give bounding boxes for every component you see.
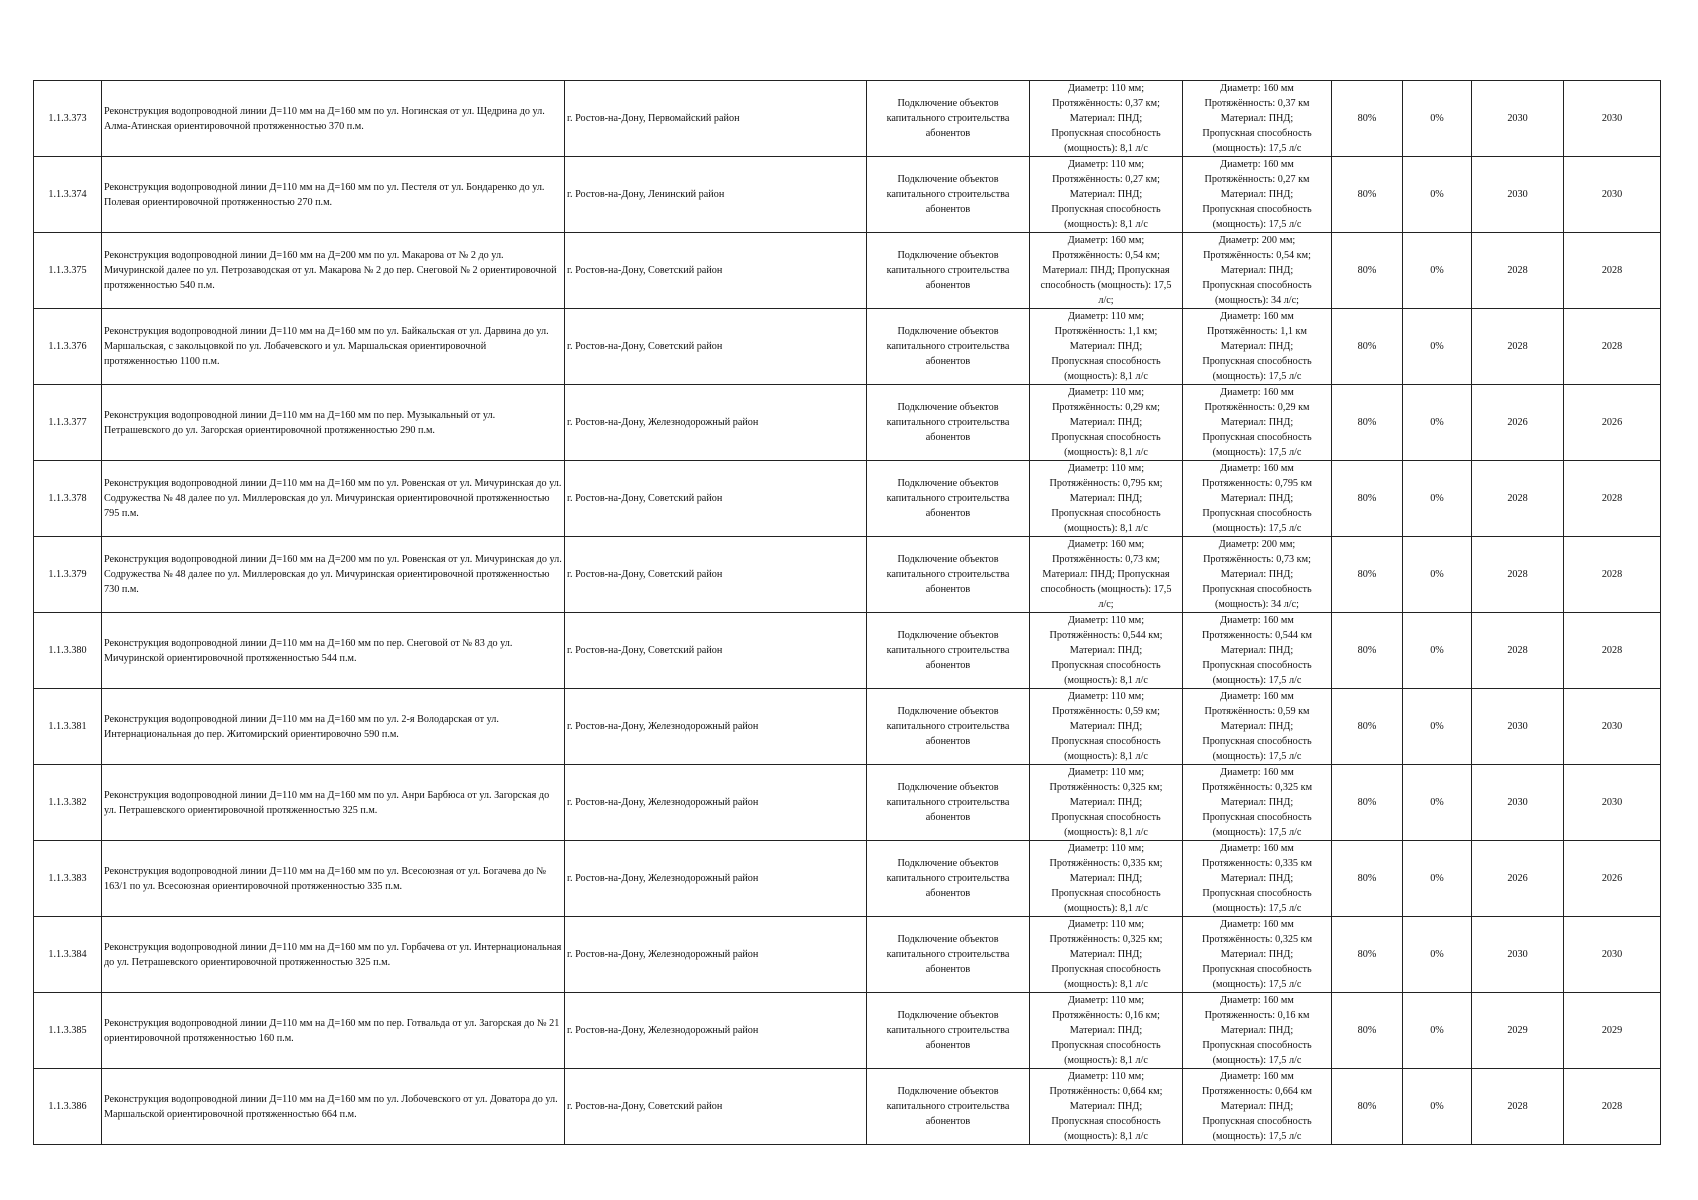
investment-program-table [33,80,1661,1145]
project-description-cell: Реконструкция водопроводной линии Д=110 мм на Д=160 мм по ул. 2-я Володарская от ул. Интернациональная до пер. Житомирский ориентировочно 590 п.м. [102,689,565,765]
planned-specs-cell: Диаметр: 160 мм Протяженность: 0,664 км Материал: ПНД; Пропускная способность (мощность): 17,5 л/с [1183,1069,1332,1145]
project-location-cell: г. Ростов-на-Дону, Советский район [565,613,867,689]
end-year-cell: 2029 [1564,993,1661,1069]
planned-specs-cell: Диаметр: 160 мм Протяженность: 0,335 км Материал: ПНД; Пропускная способность (мощность): 17,5 л/с [1183,841,1332,917]
item-number-cell: 1.1.3.373 [34,81,102,157]
current-specs-cell: Диаметр: 160 мм; Протяжённость: 0,54 км; Материал: ПНД; Пропускная способность (мощность): 17,5 л/с; [1030,233,1183,309]
project-location-cell: г. Ростов-на-Дону, Советский район [565,309,867,385]
planned-specs-cell: Диаметр: 160 мм Протяжённость: 0,59 км Материал: ПНД; Пропускная способность (мощность): 17,5 л/с [1183,689,1332,765]
project-purpose-cell: Подключение объектов капитального строительства абонентов [867,841,1030,917]
project-location-cell: г. Ростов-на-Дону, Железнодорожный район [565,765,867,841]
current-specs-cell: Диаметр: 110 мм; Протяжённость: 0,16 км; Материал: ПНД; Пропускная способность (мощность): 8,1 л/с [1030,993,1183,1069]
percent-value-2-cell: 0% [1403,765,1472,841]
percent-value-1-cell: 80% [1332,689,1403,765]
table-body [34,81,1661,1145]
percent-value-1-cell: 80% [1332,1069,1403,1145]
percent-value-1-cell: 80% [1332,841,1403,917]
start-year-cell: 2030 [1472,917,1564,993]
current-specs-cell: Диаметр: 110 мм; Протяжённость: 0,795 км; Материал: ПНД; Пропускная способность (мощность): 8,1 л/с [1030,461,1183,537]
percent-value-2-cell: 0% [1403,385,1472,461]
item-number-cell: 1.1.3.380 [34,613,102,689]
table-row [34,689,1661,765]
project-location-cell: г. Ростов-на-Дону, Железнодорожный район [565,993,867,1069]
project-description-cell: Реконструкция водопроводной линии Д=110 мм на Д=160 мм по ул. Горбачева от ул. Интернациональная до ул. Петрашевского ориентировочной протяженностью 325 п.м. [102,917,565,993]
project-description-cell: Реконструкция водопроводной линии Д=110 мм на Д=160 мм по ул. Анри Барбюса от ул. Загорская до ул. Петрашевского ориентировочной протяженностью 325 п.м. [102,765,565,841]
project-location-cell: г. Ростов-на-Дону, Советский район [565,233,867,309]
percent-value-1-cell: 80% [1332,385,1403,461]
percent-value-2-cell: 0% [1403,81,1472,157]
percent-value-2-cell: 0% [1403,841,1472,917]
current-specs-cell: Диаметр: 160 мм; Протяжённость: 0,73 км; Материал: ПНД; Пропускная способность (мощность): 17,5 л/с; [1030,537,1183,613]
percent-value-2-cell: 0% [1403,917,1472,993]
table-row [34,309,1661,385]
current-specs-cell: Диаметр: 110 мм; Протяжённость: 0,544 км; Материал: ПНД; Пропускная способность (мощность): 8,1 л/с [1030,613,1183,689]
start-year-cell: 2026 [1472,385,1564,461]
start-year-cell: 2028 [1472,233,1564,309]
project-purpose-cell: Подключение объектов капитального строительства абонентов [867,993,1030,1069]
percent-value-1-cell: 80% [1332,309,1403,385]
percent-value-1-cell: 80% [1332,993,1403,1069]
table-row [34,765,1661,841]
percent-value-2-cell: 0% [1403,461,1472,537]
end-year-cell: 2028 [1564,461,1661,537]
item-number-cell: 1.1.3.386 [34,1069,102,1145]
planned-specs-cell: Диаметр: 200 мм; Протяжённость: 0,73 км; Материал: ПНД; Пропускная способность (мощность): 34 л/с; [1183,537,1332,613]
project-location-cell: г. Ростов-на-Дону, Железнодорожный район [565,917,867,993]
percent-value-1-cell: 80% [1332,765,1403,841]
current-specs-cell: Диаметр: 110 мм; Протяжённость: 0,664 км; Материал: ПНД; Пропускная способность (мощность): 8,1 л/с [1030,1069,1183,1145]
start-year-cell: 2026 [1472,841,1564,917]
planned-specs-cell: Диаметр: 160 мм Протяженность: 0,16 км Материал: ПНД; Пропускная способность (мощность): 17,5 л/с [1183,993,1332,1069]
current-specs-cell: Диаметр: 110 мм; Протяжённость: 0,325 км; Материал: ПНД; Пропускная способность (мощность): 8,1 л/с [1030,765,1183,841]
project-description-cell: Реконструкция водопроводной линии Д=110 мм на Д=160 мм по ул. Лобочевского от ул. Доватора до ул. Маршальской ориентировочной протяженностью 664 п.м. [102,1069,565,1145]
project-purpose-cell: Подключение объектов капитального строительства абонентов [867,537,1030,613]
project-location-cell: г. Ростов-на-Дону, Железнодорожный район [565,689,867,765]
percent-value-2-cell: 0% [1403,309,1472,385]
project-purpose-cell: Подключение объектов капитального строительства абонентов [867,233,1030,309]
project-description-cell: Реконструкция водопроводной линии Д=110 мм на Д=160 мм по пер. Музыкальный от ул. Петрашевского до ул. Загорская ориентировочной протяженностью 290 п.м. [102,385,565,461]
percent-value-2-cell: 0% [1403,537,1472,613]
table-row [34,157,1661,233]
planned-specs-cell: Диаметр: 160 мм Протяжённость: 0,325 км Материал: ПНД; Пропускная способность (мощность): 17,5 л/с [1183,765,1332,841]
table-row [34,917,1661,993]
end-year-cell: 2030 [1564,765,1661,841]
percent-value-2-cell: 0% [1403,613,1472,689]
item-number-cell: 1.1.3.384 [34,917,102,993]
planned-specs-cell: Диаметр: 160 мм Протяжённость: 0,37 км Материал: ПНД; Пропускная способность (мощность): 17,5 л/с [1183,81,1332,157]
project-purpose-cell: Подключение объектов капитального строительства абонентов [867,385,1030,461]
project-location-cell: г. Ростов-на-Дону, Железнодорожный район [565,841,867,917]
percent-value-1-cell: 80% [1332,233,1403,309]
percent-value-1-cell: 80% [1332,157,1403,233]
project-purpose-cell: Подключение объектов капитального строительства абонентов [867,1069,1030,1145]
item-number-cell: 1.1.3.379 [34,537,102,613]
project-description-cell: Реконструкция водопроводной линии Д=160 мм на Д=200 мм по ул. Макарова от № 2 до ул. Мичуринской далее по ул. Петрозаводская от ул. Макарова № 2 до пер. Снеговой № 2 ориентировочной протяженностью 540 п.м. [102,233,565,309]
planned-specs-cell: Диаметр: 160 мм Протяжённость: 0,27 км Материал: ПНД; Пропускная способность (мощность): 17,5 л/с [1183,157,1332,233]
start-year-cell: 2028 [1472,537,1564,613]
percent-value-2-cell: 0% [1403,993,1472,1069]
planned-specs-cell: Диаметр: 160 мм Протяжённость: 1,1 км Материал: ПНД; Пропускная способность (мощность): 17,5 л/с [1183,309,1332,385]
table-row [34,841,1661,917]
end-year-cell: 2028 [1564,233,1661,309]
planned-specs-cell: Диаметр: 160 мм Протяженность: 0,544 км Материал: ПНД; Пропускная способность (мощность): 17,5 л/с [1183,613,1332,689]
item-number-cell: 1.1.3.385 [34,993,102,1069]
percent-value-2-cell: 0% [1403,1069,1472,1145]
project-description-cell: Реконструкция водопроводной линии Д=110 мм на Д=160 мм по ул. Ногинская от ул. Щедрина до ул. Алма-Атинская ориентировочной протяженностью 370 п.м. [102,81,565,157]
start-year-cell: 2028 [1472,309,1564,385]
percent-value-2-cell: 0% [1403,233,1472,309]
percent-value-1-cell: 80% [1332,81,1403,157]
current-specs-cell: Диаметр: 110 мм; Протяжённость: 0,335 км; Материал: ПНД; Пропускная способность (мощность): 8,1 л/с [1030,841,1183,917]
project-description-cell: Реконструкция водопроводной линии Д=110 мм на Д=160 мм по ул. Всесоюзная от ул. Богачева до № 163/1 по ул. Всесоюзная ориентировочной протяженностью 335 п.м. [102,841,565,917]
percent-value-2-cell: 0% [1403,689,1472,765]
table-row [34,385,1661,461]
project-description-cell: Реконструкция водопроводной линии Д=110 мм на Д=160 мм по пер. Снеговой от № 83 до ул. Мичуринской ориентировочной протяженностью 544 п.м. [102,613,565,689]
table-row [34,613,1661,689]
start-year-cell: 2030 [1472,765,1564,841]
planned-specs-cell: Диаметр: 160 мм Протяженность: 0,795 км Материал: ПНД; Пропускная способность (мощность): 17,5 л/с [1183,461,1332,537]
start-year-cell: 2030 [1472,81,1564,157]
project-description-cell: Реконструкция водопроводной линии Д=110 мм на Д=160 мм по пер. Готвальда от ул. Загорская до № 21 ориентировочной протяженностью 160 п.м. [102,993,565,1069]
item-number-cell: 1.1.3.383 [34,841,102,917]
project-description-cell: Реконструкция водопроводной линии Д=110 мм на Д=160 мм по ул. Ровенская от ул. Мичуринская до ул. Содружества № 48 далее по ул. Миллеровская до ул. Мичуринская ориентировочной протяженностью 795 п.м. [102,461,565,537]
start-year-cell: 2030 [1472,689,1564,765]
project-purpose-cell: Подключение объектов капитального строительства абонентов [867,461,1030,537]
current-specs-cell: Диаметр: 110 мм; Протяжённость: 0,29 км; Материал: ПНД; Пропускная способность (мощность): 8,1 л/с [1030,385,1183,461]
end-year-cell: 2026 [1564,385,1661,461]
project-location-cell: г. Ростов-на-Дону, Советский район [565,1069,867,1145]
planned-specs-cell: Диаметр: 200 мм; Протяжённость: 0,54 км; Материал: ПНД; Пропускная способность (мощность): 34 л/с; [1183,233,1332,309]
table-row [34,537,1661,613]
end-year-cell: 2030 [1564,157,1661,233]
end-year-cell: 2028 [1564,613,1661,689]
start-year-cell: 2030 [1472,157,1564,233]
percent-value-1-cell: 80% [1332,613,1403,689]
project-purpose-cell: Подключение объектов капитального строительства абонентов [867,917,1030,993]
project-purpose-cell: Подключение объектов капитального строительства абонентов [867,765,1030,841]
item-number-cell: 1.1.3.377 [34,385,102,461]
end-year-cell: 2030 [1564,81,1661,157]
project-purpose-cell: Подключение объектов капитального строительства абонентов [867,81,1030,157]
item-number-cell: 1.1.3.374 [34,157,102,233]
percent-value-1-cell: 80% [1332,917,1403,993]
project-description-cell: Реконструкция водопроводной линии Д=110 мм на Д=160 мм по ул. Байкальская от ул. Дарвина до ул. Маршальская, с закольцовкой по ул. Лобачевского и ул. Маршальская ориентировочной протяженностью 1100 п.м. [102,309,565,385]
current-specs-cell: Диаметр: 110 мм; Протяжённость: 0,37 км; Материал: ПНД; Пропускная способность (мощность): 8,1 л/с [1030,81,1183,157]
project-location-cell: г. Ростов-на-Дону, Первомайский район [565,81,867,157]
planned-specs-cell: Диаметр: 160 мм Протяжённость: 0,29 км Материал: ПНД; Пропускная способность (мощность): 17,5 л/с [1183,385,1332,461]
project-purpose-cell: Подключение объектов капитального строительства абонентов [867,613,1030,689]
end-year-cell: 2028 [1564,1069,1661,1145]
item-number-cell: 1.1.3.381 [34,689,102,765]
current-specs-cell: Диаметр: 110 мм; Протяжённость: 0,27 км; Материал: ПНД; Пропускная способность (мощность): 8,1 л/с [1030,157,1183,233]
end-year-cell: 2030 [1564,917,1661,993]
project-purpose-cell: Подключение объектов капитального строительства абонентов [867,689,1030,765]
start-year-cell: 2028 [1472,613,1564,689]
project-purpose-cell: Подключение объектов капитального строительства абонентов [867,309,1030,385]
current-specs-cell: Диаметр: 110 мм; Протяжённость: 0,59 км; Материал: ПНД; Пропускная способность (мощность): 8,1 л/с [1030,689,1183,765]
project-location-cell: г. Ростов-на-Дону, Советский район [565,461,867,537]
start-year-cell: 2029 [1472,993,1564,1069]
table-row [34,461,1661,537]
table-row [34,81,1661,157]
project-purpose-cell: Подключение объектов капитального строительства абонентов [867,157,1030,233]
start-year-cell: 2028 [1472,1069,1564,1145]
project-description-cell: Реконструкция водопроводной линии Д=110 мм на Д=160 мм по ул. Пестеля от ул. Бондаренко до ул. Полевая ориентировочной протяженностью 270 п.м. [102,157,565,233]
table-row [34,1069,1661,1145]
table-row [34,233,1661,309]
item-number-cell: 1.1.3.376 [34,309,102,385]
project-location-cell: г. Ростов-на-Дону, Железнодорожный район [565,385,867,461]
project-description-cell: Реконструкция водопроводной линии Д=160 мм на Д=200 мм по ул. Ровенская от ул. Мичуринская до ул. Содружества № 48 далее по ул. Миллеровская до ул. Мичуринская ориентировочной протяженностью 730 п.м. [102,537,565,613]
end-year-cell: 2028 [1564,309,1661,385]
table-row [34,993,1661,1069]
start-year-cell: 2028 [1472,461,1564,537]
current-specs-cell: Диаметр: 110 мм; Протяжённость: 0,325 км; Материал: ПНД; Пропускная способность (мощность): 8,1 л/с [1030,917,1183,993]
end-year-cell: 2030 [1564,689,1661,765]
project-location-cell: г. Ростов-на-Дону, Советский район [565,537,867,613]
planned-specs-cell: Диаметр: 160 мм Протяжённость: 0,325 км Материал: ПНД; Пропускная способность (мощность): 17,5 л/с [1183,917,1332,993]
project-location-cell: г. Ростов-на-Дону, Ленинский район [565,157,867,233]
end-year-cell: 2026 [1564,841,1661,917]
percent-value-1-cell: 80% [1332,461,1403,537]
item-number-cell: 1.1.3.382 [34,765,102,841]
percent-value-2-cell: 0% [1403,157,1472,233]
end-year-cell: 2028 [1564,537,1661,613]
item-number-cell: 1.1.3.378 [34,461,102,537]
percent-value-1-cell: 80% [1332,537,1403,613]
current-specs-cell: Диаметр: 110 мм; Протяжённость: 1,1 км; Материал: ПНД; Пропускная способность (мощность): 8,1 л/с [1030,309,1183,385]
item-number-cell: 1.1.3.375 [34,233,102,309]
